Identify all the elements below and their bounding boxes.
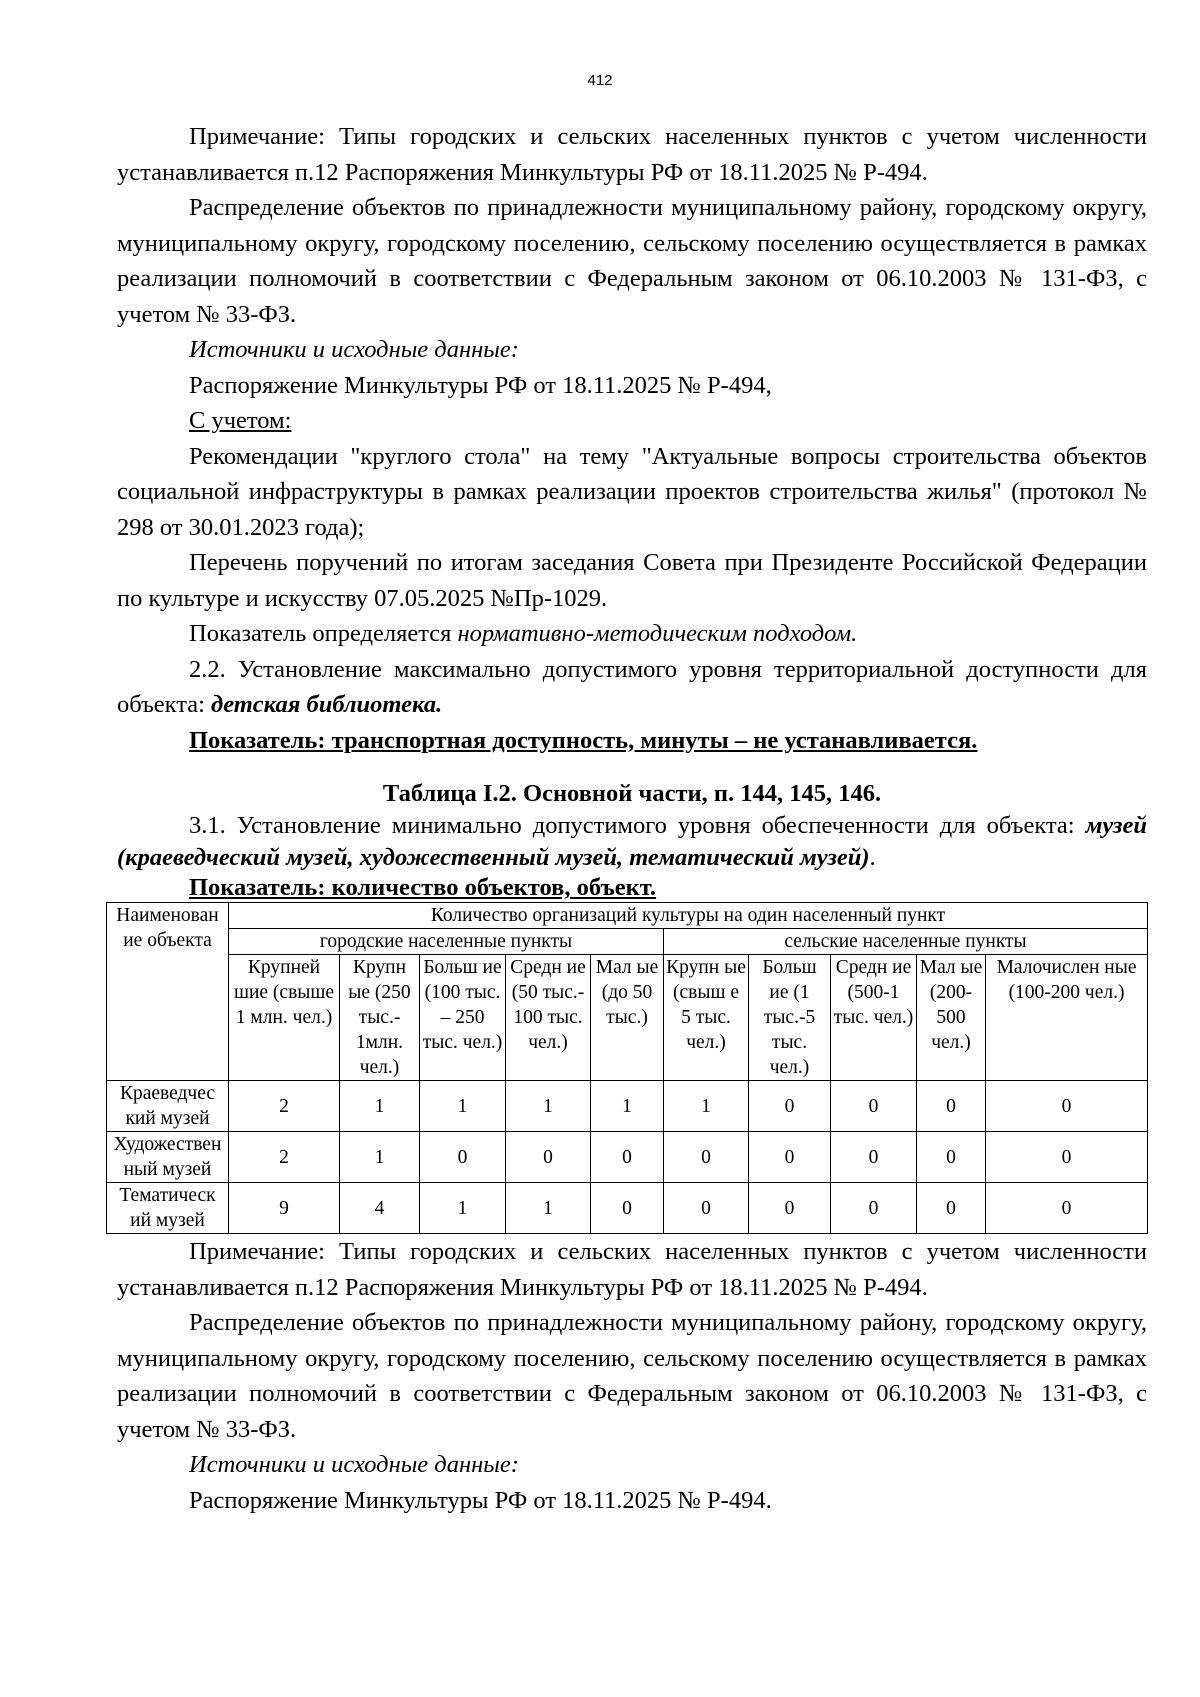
table-cell: 0: [986, 1081, 1148, 1132]
subcol-header: Средн ие (50 тыс.- 100 тыс. чел.): [506, 955, 591, 1081]
subcol-header: Крупн ые (свыш е 5 тыс. чел.): [664, 955, 749, 1081]
note-block-2: [117, 1234, 1147, 1518]
sources-label: Источники и исходные данные:: [189, 336, 519, 363]
section-2-2-object: детская библиотека.: [211, 691, 443, 718]
table-cell: 0: [506, 1132, 591, 1183]
subcol-header: Мал ые (до 50 тыс.): [591, 955, 664, 1081]
instructions-paragraph: Перечень поручений по итогам заседания Совета при Президенте Российской Федерации по культуре и искусству 07.05.2025 №Пр-1029.: [117, 549, 1147, 612]
subcol-header: Крупней шие (свыше 1 млн. чел.): [229, 955, 340, 1081]
col-object-name: Наименован ие объекта: [107, 903, 229, 1081]
row-name: Художествен ный музей: [107, 1132, 229, 1183]
with-account-label: С учетом:: [189, 407, 292, 434]
note-text: Примечание: Типы городских и сельских населенных пунктов с учетом численности: [189, 123, 1147, 150]
note-text-cont: устанавливается п.12 Распоряжения Минкультуры РФ от 18.11.2025 № Р-494.: [117, 1273, 928, 1301]
table-cell: 1: [340, 1081, 420, 1132]
section-2-2-text: 2.2. Установление максимально допустимого уровня территориальной доступности для объекта:: [117, 655, 1147, 718]
urban-header: городские населенные пункты: [229, 929, 664, 955]
row-name: Тематическ ий музей: [107, 1183, 229, 1234]
table-cell: 0: [420, 1132, 506, 1183]
table-cell: 0: [591, 1132, 664, 1183]
museum-table: [106, 902, 1148, 1234]
table-cell: 0: [591, 1183, 664, 1234]
indicator-method: нормативно-методическим подходом.: [457, 620, 858, 647]
table-cell: 0: [831, 1081, 917, 1132]
section-3-1-text: 3.1. Установление минимально допустимого уровня обеспеченности для объекта:: [189, 812, 1086, 839]
table-cell: 0: [749, 1183, 831, 1234]
table-cell: 1: [340, 1132, 420, 1183]
table-cell: 0: [749, 1132, 831, 1183]
table-cell: 1: [506, 1081, 591, 1132]
table-cell: 1: [506, 1183, 591, 1234]
table-cell: 1: [591, 1081, 664, 1132]
count-indicator: Показатель: количество объектов, объект.: [189, 874, 657, 901]
note-block-1: [117, 119, 1147, 758]
table-cell: 2: [229, 1081, 340, 1132]
table-row: [107, 1183, 1148, 1234]
section-3-1-paragraph: [117, 810, 1147, 874]
source-item: Распоряжение Минкультуры РФ от 18.11.2025 № Р-494.: [189, 1486, 772, 1514]
table-cell: 1: [664, 1081, 749, 1132]
table-title: Таблица I.2. Основной части, п. 144, 145, 146.: [382, 780, 882, 807]
table-cell: 2: [229, 1132, 340, 1183]
subcol-header: Больш ие (1 тыс.-5 тыс. чел.): [749, 955, 831, 1081]
table-cell: 0: [749, 1081, 831, 1132]
row-name: Краеведчес кий музей: [107, 1081, 229, 1132]
rural-header: сельские населенные пункты: [664, 929, 1148, 955]
table-cell: 4: [340, 1183, 420, 1234]
table-cell: 0: [664, 1183, 749, 1234]
indicator-prefix: Показатель определяется: [189, 620, 458, 647]
table-cell: 0: [831, 1132, 917, 1183]
col-group-header: Количество организаций культуры на один населенный пункт: [229, 903, 1148, 929]
table-cell: 1: [420, 1183, 506, 1234]
section-3-1-object: музей (краеведческий музей, художественный музей, тематический музей): [117, 812, 1147, 871]
distribution-paragraph: Распределение объектов по принадлежности муниципальному району, городскому округу, муниципальному округу, городскому поселению, сельскому поселению осуществляется в рамках реализации полномочий в соответствии с Федеральным законом от 06.10.2003 № 131-ФЗ, с учетом № 33-ФЗ.: [117, 194, 1147, 328]
section-3-1-suffix: .: [869, 844, 876, 871]
sources-label: Источники и исходные данные:: [189, 1451, 519, 1478]
source-item: Распоряжение Минкультуры РФ от 18.11.2025 № Р-494,: [189, 371, 772, 399]
page-number: 412: [587, 72, 613, 89]
transport-indicator: Показатель: транспортная доступность, минуты – не устанавливается.: [189, 726, 978, 754]
subcol-header: Мал ые (200- 500 чел.): [917, 955, 986, 1081]
note-text-cont: устанавливается п.12 Распоряжения Минкультуры РФ от 18.11.2025 № Р-494.: [117, 158, 928, 186]
subcol-header: Малочислен ные (100-200 чел.): [986, 955, 1148, 1081]
table-row: [107, 1081, 1148, 1132]
table-cell: 0: [986, 1132, 1148, 1183]
table-cell: 0: [664, 1132, 749, 1183]
table-row: [107, 1132, 1148, 1183]
table-cell: 0: [831, 1183, 917, 1234]
table-cell: 0: [986, 1183, 1148, 1234]
table-cell: 1: [420, 1081, 506, 1132]
table-cell: 0: [917, 1132, 986, 1183]
table-cell: 0: [917, 1183, 986, 1234]
subcol-header: Крупн ые (250 тыс.- 1млн. чел.): [340, 955, 420, 1081]
indicator-method-paragraph: [117, 616, 1147, 652]
document-body: [113, 119, 1147, 1518]
section-2-2-paragraph: [117, 652, 1147, 723]
distribution-paragraph: Распределение объектов по принадлежности муниципальному району, городскому округу, муниципальному округу, городскому поселению, сельскому поселению осуществляется в рамках реализации полномочий в соответствии с Федеральным законом от 06.10.2003 № 131-ФЗ, с учетом № 33-ФЗ.: [117, 1309, 1147, 1443]
note-text: Примечание: Типы городских и сельских населенных пунктов с учетом численности: [189, 1238, 1147, 1265]
table-cell: 0: [917, 1081, 986, 1132]
subcol-header: Средн ие (500-1 тыс. чел.): [831, 955, 917, 1081]
recommendations-paragraph: Рекомендации "круглого стола" на тему "Актуальные вопросы строительства объектов социальной инфраструктуры в рамках реализации проектов строительства жилья" (протокол № 298 от 30.01.2023 года);: [117, 442, 1147, 541]
subcol-header: Больш ие (100 тыс. – 250 тыс. чел.): [420, 955, 506, 1081]
table-cell: 9: [229, 1183, 340, 1234]
